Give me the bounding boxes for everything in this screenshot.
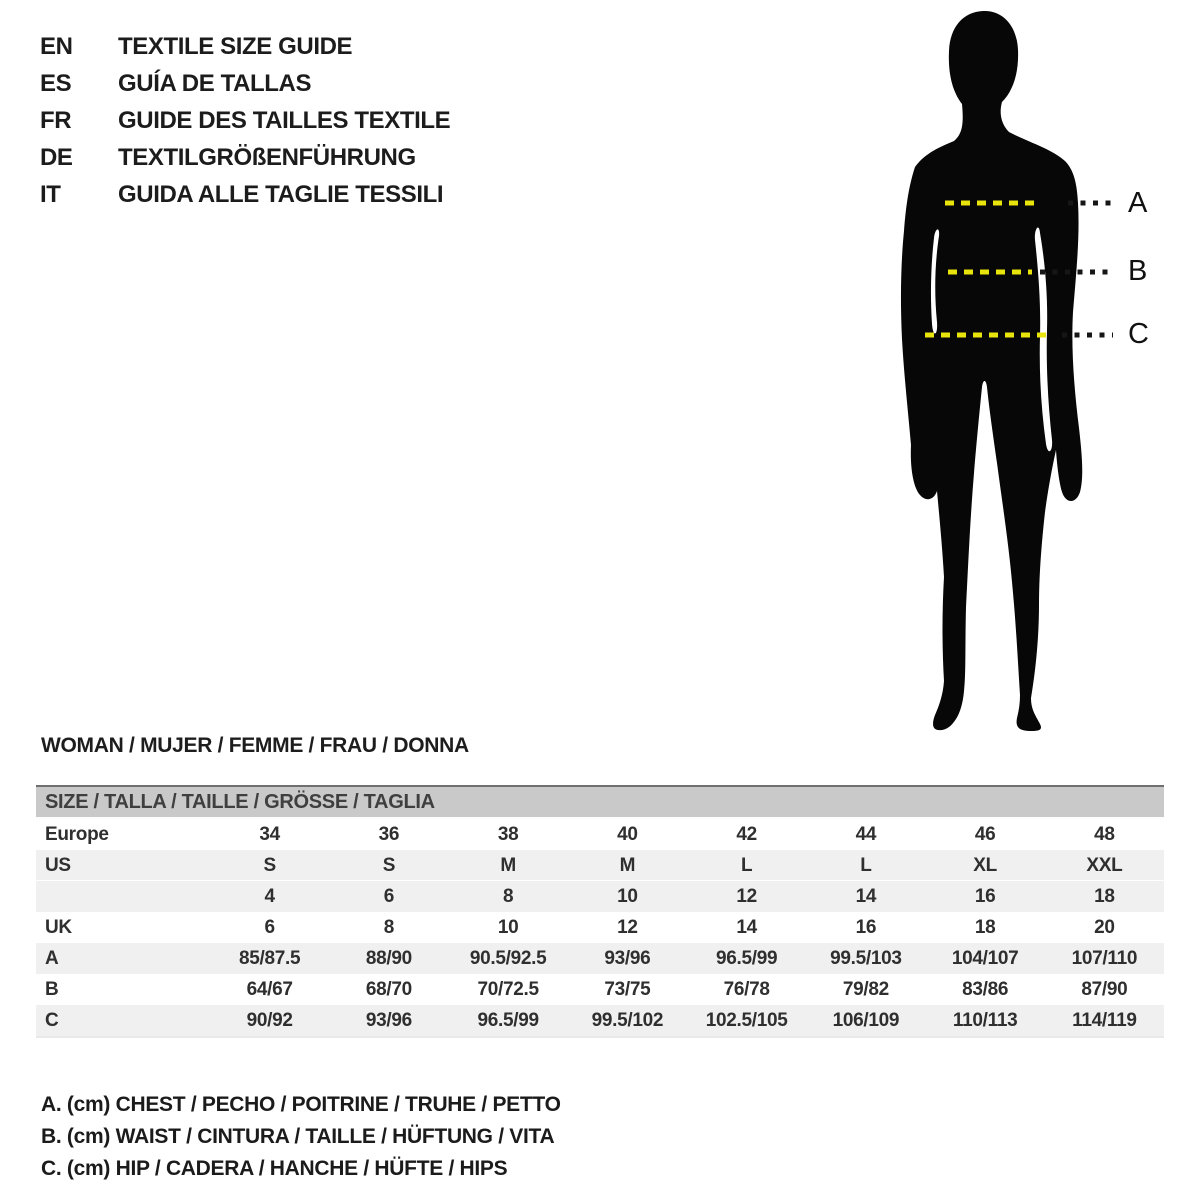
language-code: IT xyxy=(40,181,61,208)
table-row-a xyxy=(36,943,1164,974)
measurement-legend xyxy=(41,1093,561,1189)
size-cell: XL xyxy=(973,855,997,876)
size-cell: 110/113 xyxy=(952,1010,1018,1031)
size-cell: 85/87.5 xyxy=(238,948,301,969)
size-cell: 106/109 xyxy=(832,1010,900,1031)
size-cell: 8 xyxy=(383,917,395,938)
size-cell: 42 xyxy=(736,824,757,845)
size-cell: 38 xyxy=(497,824,519,845)
size-cell: 18 xyxy=(974,917,996,938)
size-cell: 48 xyxy=(1094,824,1115,845)
woman-silhouette-figure xyxy=(890,0,1150,740)
table-bottom-rule xyxy=(36,1036,1164,1038)
size-cell: 10 xyxy=(617,886,638,907)
size-cell: S xyxy=(263,855,276,876)
size-cell: M xyxy=(500,855,516,876)
size-cell: 4 xyxy=(264,886,275,907)
size-cell: 68/70 xyxy=(365,979,412,1000)
language-title: GUÍA DE TALLAS xyxy=(118,70,312,97)
size-cell: 96.5/99 xyxy=(715,948,778,969)
size-cell: 99.5/102 xyxy=(591,1010,664,1031)
size-cell: 99.5/103 xyxy=(830,948,902,969)
language-row-fr xyxy=(40,107,450,144)
section-title: WOMAN / MUJER / FEMME / FRAU / DONNA xyxy=(41,734,469,757)
measurement-label-b: B xyxy=(1128,255,1148,287)
language-title: GUIDA ALLE TAGLIE TESSILI xyxy=(118,181,444,208)
language-row-es xyxy=(40,70,450,107)
size-cell: 102.5/105 xyxy=(705,1010,788,1031)
size-cell: 90.5/92.5 xyxy=(469,948,547,969)
size-cell: 79/82 xyxy=(842,979,889,1000)
row-label xyxy=(36,881,210,912)
size-table xyxy=(36,785,1164,1038)
size-cell: 10 xyxy=(497,917,519,938)
size-cell: 16 xyxy=(855,917,877,938)
measurement-label-a: A xyxy=(1128,187,1148,219)
size-cell: 16 xyxy=(974,886,996,907)
size-cell: 83/86 xyxy=(962,979,1009,1000)
legend-line-c: C. (cm) HIP / CADERA / HANCHE / HÜFTE / HIPS xyxy=(41,1157,508,1180)
language-title: TEXTILGRÖßENFÜHRUNG xyxy=(118,144,416,171)
size-cell: M xyxy=(619,855,636,876)
row-label: B xyxy=(45,979,59,1000)
size-cell: 20 xyxy=(1094,917,1115,938)
size-cell: 12 xyxy=(617,917,638,938)
size-cell: S xyxy=(382,855,396,876)
size-cell: 14 xyxy=(736,917,757,938)
table-row-europe xyxy=(36,819,1164,850)
row-label: UK xyxy=(45,917,72,938)
size-cell: 6 xyxy=(264,917,275,938)
language-code: FR xyxy=(40,107,72,134)
language-title: GUIDE DES TAILLES TEXTILE xyxy=(118,107,451,134)
size-cell: 73/75 xyxy=(604,979,651,1000)
size-cell: 12 xyxy=(736,886,757,907)
size-cell: 90/92 xyxy=(246,1010,293,1031)
size-cell: 76/78 xyxy=(723,979,770,1000)
language-code: DE xyxy=(40,144,73,171)
size-cell: 44 xyxy=(855,824,877,845)
size-cell: 114/119 xyxy=(1072,1010,1137,1031)
language-title: TEXTILE SIZE GUIDE xyxy=(118,33,353,60)
size-cell: 8 xyxy=(502,886,514,907)
size-cell: 104/107 xyxy=(951,948,1019,969)
size-cell: XXL xyxy=(1086,855,1123,876)
size-cell: L xyxy=(740,855,753,876)
table-row-us xyxy=(36,850,1164,881)
size-cell: 40 xyxy=(617,824,638,845)
size-cell: L xyxy=(860,855,872,876)
row-label: US xyxy=(45,855,71,876)
size-cell: 70/72.5 xyxy=(477,979,539,1000)
language-code: ES xyxy=(40,70,72,97)
size-cell: 88/90 xyxy=(365,948,412,969)
language-row-de xyxy=(40,144,450,181)
table-row-uk xyxy=(36,912,1164,943)
size-cell: 14 xyxy=(855,886,877,907)
table-row-b xyxy=(36,974,1164,1005)
size-table-header: SIZE / TALLA / TAILLE / GRÖSSE / TAGLIA xyxy=(36,785,1164,819)
language-row-it xyxy=(40,181,450,218)
size-cell: 6 xyxy=(383,886,395,907)
size-cell: 64/67 xyxy=(246,979,293,1000)
woman-silhouette xyxy=(901,11,1082,731)
size-cell: 18 xyxy=(1094,886,1115,907)
size-cell: 34 xyxy=(259,824,280,845)
size-cell: 93/96 xyxy=(604,948,651,969)
silhouette-svg xyxy=(890,0,1150,740)
row-label: C xyxy=(45,1010,59,1031)
size-cell: 96.5/99 xyxy=(477,1010,539,1031)
table-row-c xyxy=(36,1005,1164,1036)
language-row-en xyxy=(40,33,450,70)
legend-line-a: A. (cm) CHEST / PECHO / POITRINE / TRUHE / PETTO xyxy=(41,1093,561,1116)
language-title-list xyxy=(40,33,450,218)
size-cell: 36 xyxy=(378,824,400,845)
table-row-us-numeric xyxy=(36,881,1164,912)
row-label: Europe xyxy=(45,824,109,845)
measurement-label-c: C xyxy=(1128,318,1149,350)
size-cell: 87/90 xyxy=(1081,979,1128,1000)
row-label: A xyxy=(45,948,59,969)
size-cell: 93/96 xyxy=(365,1010,412,1031)
size-cell: 107/110 xyxy=(1071,948,1138,969)
size-cell: 46 xyxy=(974,824,996,845)
legend-line-b: B. (cm) WAIST / CINTURA / TAILLE / HÜFTUNG / VITA xyxy=(41,1125,555,1148)
language-code: EN xyxy=(40,33,73,60)
